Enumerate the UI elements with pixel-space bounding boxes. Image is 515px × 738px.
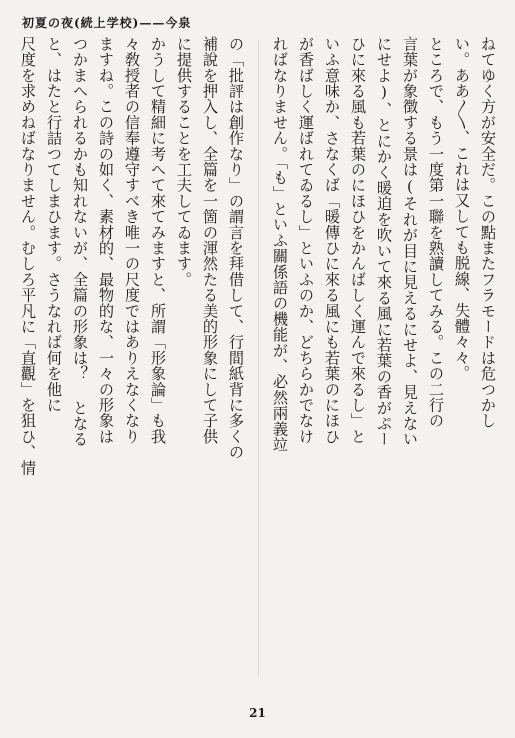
left-column-line: に提供することを工夫してゐます。	[175, 36, 193, 288]
right-column-line: いふ意味か、さなくば「暖傳ひに來る風にも若葉のにほひ	[323, 36, 341, 445]
right-column-line: 言葉が象徴する景は(それが目に見えるにせよ、見えない	[401, 36, 419, 447]
right-column-line: ねてゆく方が安全だ。この點またフラモードは危つかし	[479, 36, 497, 429]
column-gap	[258, 40, 259, 676]
left-column-line	[13, 36, 15, 678]
left-column-line: 尺度を求めねばなりません。むしろ平凡に「直觀」を狙ひ、情	[19, 36, 37, 476]
right-column-line: が香ばしく運ばれてゐるし」といふのか、どちらかでなけ	[297, 36, 315, 445]
left-column-line: と、はたと行詰つてしまひます。さうなれば何を他に	[45, 36, 63, 413]
left-column-line: 々敎授者の信奉遵守すべき唯一の尺度ではありえなくなり	[123, 36, 141, 445]
left-column-line: かうして精細に考へて來てみますと、所謂「形象論」も我	[149, 36, 167, 445]
right-column-line: ところで、もう一度第一聯を熟讀してみる。この二行の	[427, 36, 445, 429]
right-column-line: にせよ)、とにかく暖迫を吹いて來る風に若葉の香がぷー	[375, 36, 393, 447]
text-block-right	[265, 36, 501, 678]
right-column-line: ひに來る風も若葉のにほひをかんばしく運んで來るし」と	[349, 36, 367, 445]
right-column-line: い。ああ〳〵、これは又しても脱線、失體々々。	[453, 36, 471, 381]
running-head: 初夏の夜(続上学校)——今泉	[22, 16, 192, 30]
right-column-line	[265, 36, 267, 678]
page-number: 21	[249, 706, 266, 720]
left-column-line: つかまへられるかも知れないが、全篇の形象は？ となる	[71, 36, 89, 447]
left-column-line: 補說を押入し、全篇を一箇の渾然たる美的形象にして子供	[201, 36, 219, 445]
right-column-line: ればなりません。「も」といふ關係語の機能が、必然兩義竝	[271, 36, 289, 453]
left-column-line: ますね。この詩の如く、素材的、最物的な、一々の形象は	[97, 36, 115, 445]
text-block-left	[13, 36, 249, 678]
left-column-line: の「批評は創作なり」の謂言を拜借して、行間紙背に多くの	[227, 36, 245, 460]
